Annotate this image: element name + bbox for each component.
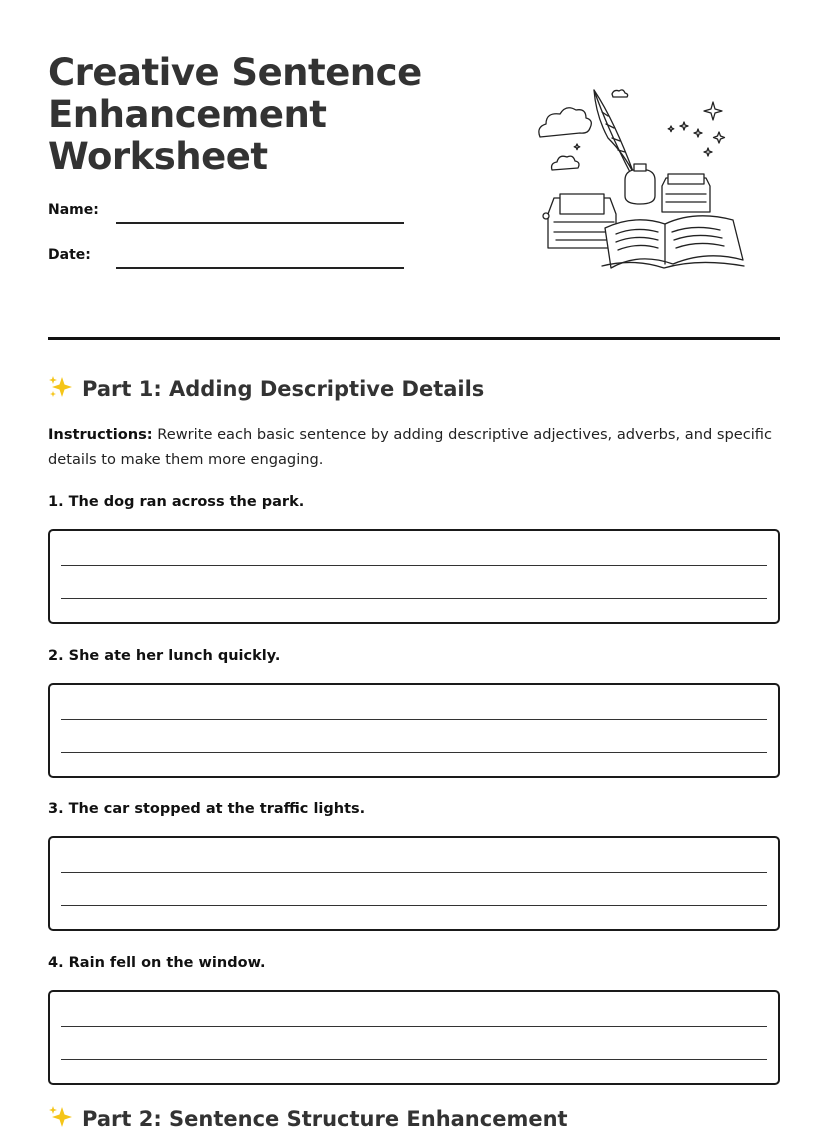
- part1-heading: [48, 374, 484, 401]
- answer-line: [61, 1026, 767, 1027]
- question-4-label: 4. Rain fell on the window.: [48, 955, 266, 971]
- date-label: Date:: [48, 247, 91, 263]
- title-line-1: Creative Sentence: [48, 51, 422, 94]
- answer-box-1[interactable]: [48, 529, 780, 624]
- answer-line: [61, 1059, 767, 1060]
- part1-heading-text: Part 1: Adding Descriptive Details: [82, 377, 485, 401]
- question-2-label: 2. She ate her lunch quickly.: [48, 648, 281, 664]
- answer-line: [61, 752, 767, 753]
- part2-heading-text: Part 2: Sentence Structure Enhancement: [82, 1107, 568, 1131]
- answer-line: [61, 565, 767, 566]
- name-line[interactable]: [116, 222, 404, 224]
- title-line-2: Enhancement: [48, 93, 327, 136]
- title-line-3: Worksheet: [48, 135, 268, 178]
- answer-line: [61, 872, 767, 873]
- answer-line: [61, 905, 767, 906]
- date-field[interactable]: [48, 247, 408, 271]
- answer-box-2[interactable]: [48, 683, 780, 778]
- answer-box-3[interactable]: [48, 836, 780, 931]
- part2-heading: [48, 1104, 568, 1131]
- sparkles-icon: [48, 1104, 74, 1130]
- answer-line: [61, 598, 767, 599]
- worksheet-title: [48, 52, 468, 178]
- question-1-label: 1. The dog ran across the park.: [48, 494, 305, 510]
- answer-box-4[interactable]: [48, 990, 780, 1085]
- header-divider: [48, 337, 780, 340]
- sparkles-icon: [48, 374, 74, 400]
- writing-desk-illustration: [530, 82, 755, 282]
- instructions-text: Rewrite each basic sentence by adding descriptive adjectives, adverbs, and specific details to make them more engaging.: [48, 426, 773, 468]
- name-field[interactable]: [48, 202, 408, 226]
- date-line[interactable]: [116, 267, 404, 269]
- question-3-label: 3. The car stopped at the traffic lights.: [48, 801, 366, 817]
- instructions-label: Instructions:: [48, 426, 153, 443]
- instructions: [48, 422, 780, 472]
- name-label: Name:: [48, 202, 99, 218]
- answer-line: [61, 719, 767, 720]
